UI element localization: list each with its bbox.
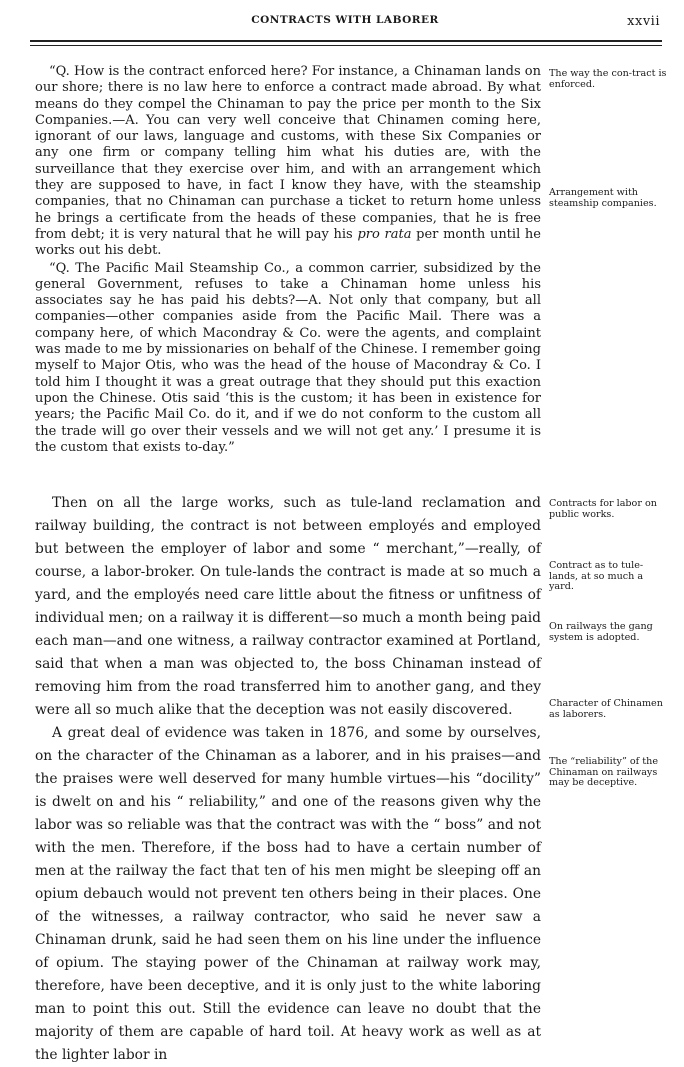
quote-paragraph: “Q. The Pacific Mail Steamship Co., a common carrier, subsidized by the general Government, refuses to take a Chinaman home unless his associates say he has paid his debts?—A. Not only that company, but all companies—other companies aside from the Pacific Mail. There was a company here, of which Macondray & Co. were the agents, and complaint was made to me by missionaries on behalf of the Chinese. I remember going myself to Major Otis, who was the head of the house of Macondray & Co. I told him I thought it was a great outrage that they should put this exaction upon the Chinese. Otis said ‘this is the custom; it has been in existence for years; the Pacific Mail Co. do it, and if we do not conform to the custom all the trade will go over their vessels and we will not get any.’ I presume it is the custom that exists to-day.”: [35, 260, 541, 455]
sidenote: Character of Chinamen as laborers.: [549, 698, 663, 720]
sidenote: The “reliability” of the Chinaman on railways may be deceptive.: [549, 756, 658, 789]
body-paragraph: A great deal of evidence was taken in 1876, and some by ourselves, on the character of the Chinaman as a laborer, and in his praises—and the praises were well deserved for many humble virtues—his “docility” is dwelt on and his “ reliability,” and one of the reasons given why the labor was so reliable was that the contract was with the “ boss” and not with the men. Therefore, if the boss had to have a certain number of men at the railway the fact that ten of his men might be sleeping off an opium debauch would not prevent ten others being in their places. One of the witnesses, a railway contractor, who said he never saw a Chinaman drunk, said he had seen them on his line under the influence of opium. The staying power of the Chinaman at railway work may, therefore, have been deceptive, and it is only just to the white laboring man to point this out. Still the evidence can leave no doubt that the majority of them are capable of hard toil. At heavy work as well as at the lighter labor in: [35, 725, 541, 1063]
sidenote: On railways the gang system is adopted.: [549, 621, 653, 643]
body-text: [35, 492, 541, 1067]
header-rule-thin: [30, 45, 662, 46]
body-paragraph: Then on all the large works, such as tule-land reclamation and railway building, the contract is not between employés and employed but between the employer of labor and some “ merchant,”—really, of course, a labor-broker. On tule-lands the contract is made at so much a yard, and the employés need care little about the fitness or unfitness of individual men; on a railway it is different—so much a month being paid each man—and one witness, a railway contractor examined at Portland, said that when a man was objected to, the boss Chinaman instead of removing him from the road transferred him to another gang, and they were all so much alike that the deception was not easily discovered.: [35, 495, 541, 718]
quote-paragraph: [35, 64, 541, 260]
testimony-quote: [35, 64, 541, 456]
quote-text: “Q. How is the contract enforced here? For instance, a Chinaman lands on our shore; there is no law here to enforce a contract made abroad. By what means do they compel the Chinaman to pay the price per month to the Six Companies.—A. You can very well conceive that Chinamen coming here, ignorant of our laws, language and customs, with these Six Companies or any one firm or company telling him what his duties are, with the surveillance that they exercise over him, and with an arrangement which they are supposed to have, in fact I know they have, with the steamship companies, that no Chinaman can purchase a ticket to return home unless he brings a certificate from the heads of these companies, that he is free from debt; it is very natural that he will pay his: [35, 64, 541, 242]
sidenote: Contracts for labor on public works.: [549, 498, 657, 520]
running-header: [30, 14, 660, 32]
italic-phrase: pro rata: [357, 226, 412, 242]
page-number: xxvii: [627, 14, 660, 29]
sidenote: Contract as to tule-lands, at so much a yard.: [549, 560, 644, 593]
quote-text: per month until he works out his debt.: [35, 226, 542, 259]
running-title: CONTRACTS WITH LABORER: [251, 14, 439, 26]
sidenote: The way the con-tract is enforced.: [549, 68, 667, 90]
sidenote: Arrangement with steamship companies.: [549, 187, 657, 209]
header-rule-thick: [30, 40, 662, 42]
